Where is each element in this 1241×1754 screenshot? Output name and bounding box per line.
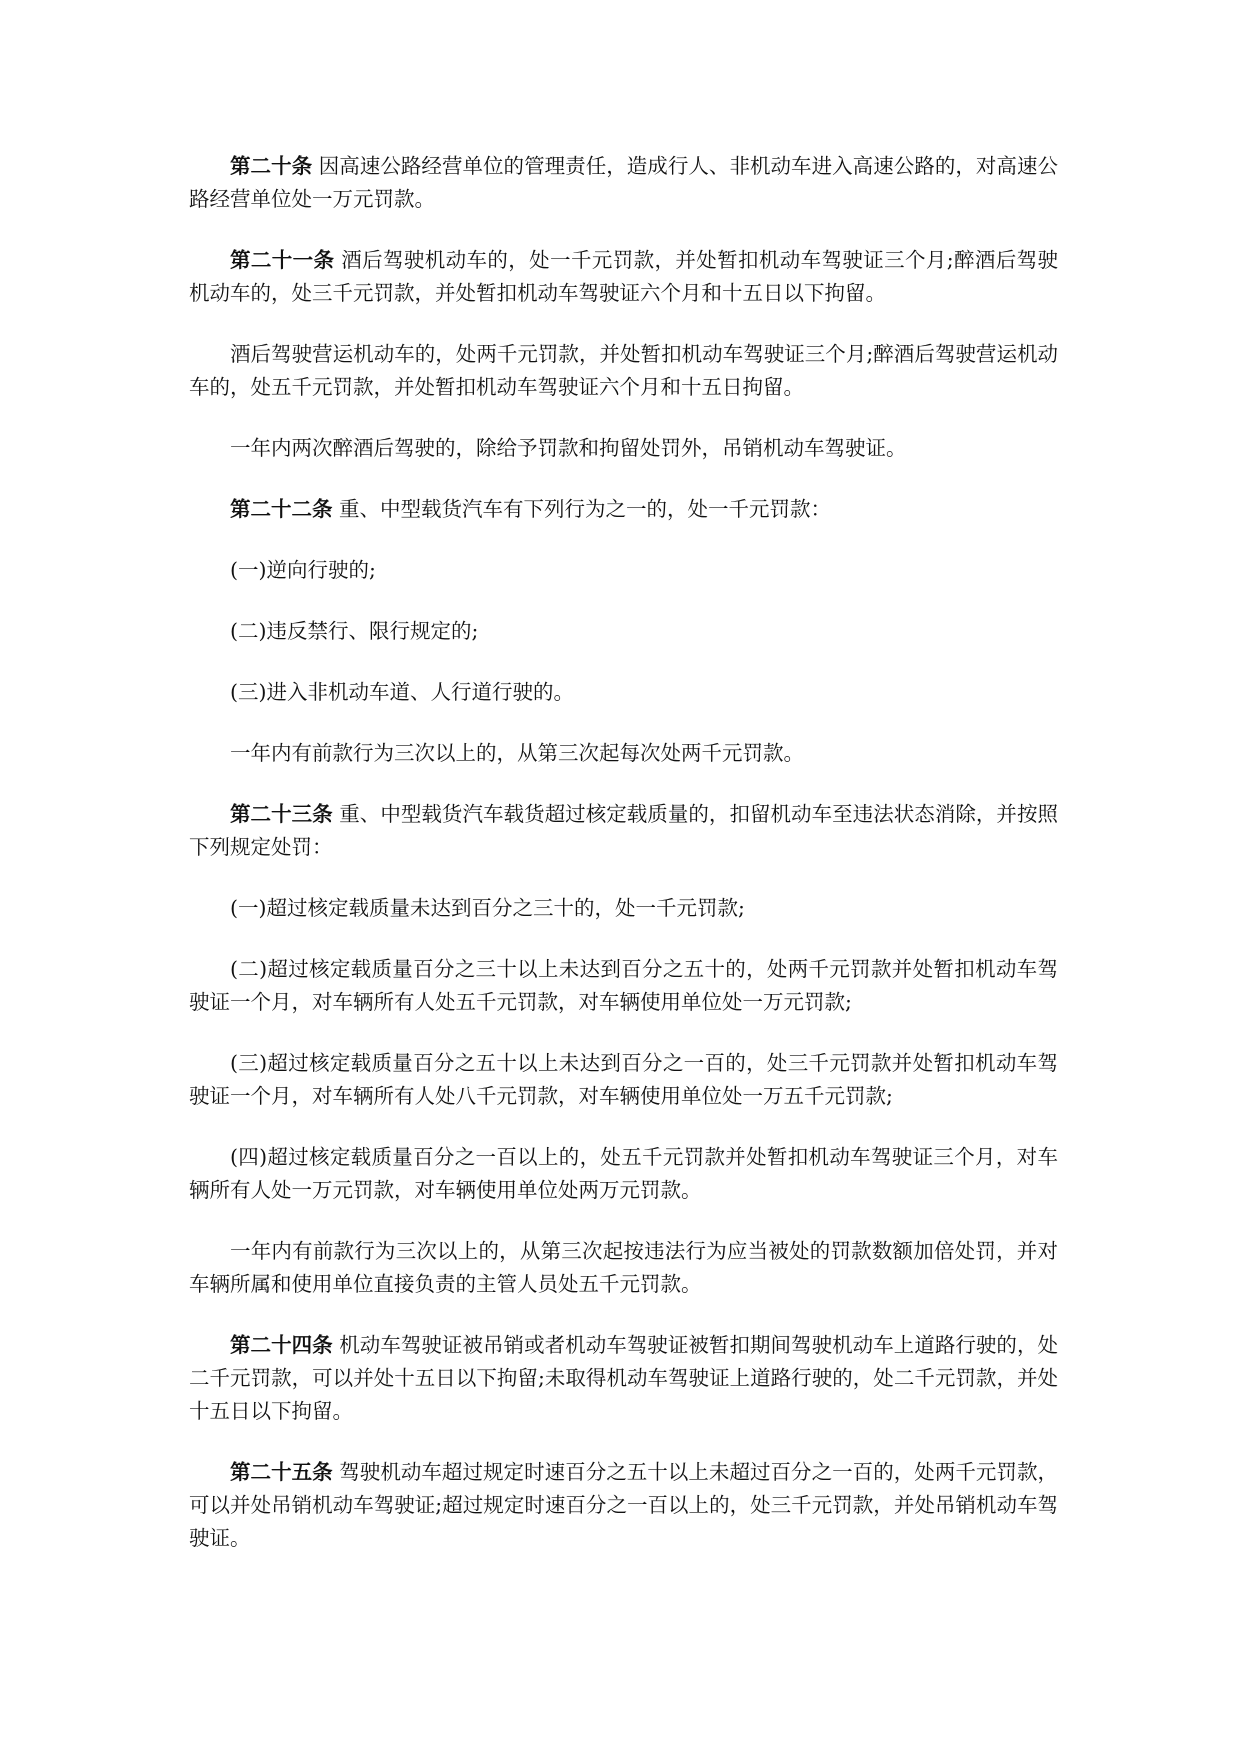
paragraph bbox=[189, 737, 1058, 770]
paragraph-text: (三)进入非机动车道、人行道行驶的。 bbox=[230, 680, 574, 704]
paragraph-text: 驾驶机动车超过规定时速百分之五十以上未超过百分之一百的，处两千元罚款，可以并处吊销机动车驾驶证;超过规定时速百分之一百以上的，处三千元罚款，并处吊销机动车驾驶证。 bbox=[189, 1460, 1058, 1550]
paragraph-text: 一年内有前款行为三次以上的，从第三次起按违法行为应当被处的罚款数额加倍处罚，并对车辆所属和使用单位直接负责的主管人员处五千元罚款。 bbox=[189, 1239, 1058, 1296]
list-item bbox=[189, 615, 1058, 648]
paragraph-text: 酒后驾驶机动车的，处一千元罚款，并处暂扣机动车驾驶证三个月;醉酒后驾驶机动车的，处三千元罚款，并处暂扣机动车驾驶证六个月和十五日以下拘留。 bbox=[189, 248, 1059, 305]
article-heading: 第二十三条 bbox=[230, 802, 333, 826]
article-heading: 第二十四条 bbox=[230, 1333, 333, 1357]
article-heading: 第二十一条 bbox=[230, 248, 335, 272]
paragraph-text: (四)超过核定载质量百分之一百以上的，处五千元罚款并处暂扣机动车驾驶证三个月，对车辆所有人处一万元罚款，对车辆使用单位处两万元罚款。 bbox=[189, 1145, 1058, 1202]
paragraph-text: (二)超过核定载质量百分之三十以上未达到百分之五十的，处两千元罚款并处暂扣机动车驾驶证一个月，对车辆所有人处五千元罚款，对车辆使用单位处一万元罚款; bbox=[189, 957, 1058, 1014]
article-heading: 第二十五条 bbox=[230, 1460, 333, 1484]
paragraph bbox=[189, 1235, 1058, 1301]
paragraph-article-25 bbox=[189, 1456, 1058, 1555]
list-item bbox=[189, 1047, 1058, 1113]
paragraph-text: (三)超过核定载质量百分之五十以上未达到百分之一百的，处三千元罚款并处暂扣机动车驾驶证一个月，对车辆所有人处八千元罚款，对车辆使用单位处一万五千元罚款; bbox=[189, 1051, 1058, 1108]
list-item bbox=[189, 676, 1058, 709]
paragraph-article-23 bbox=[189, 798, 1058, 864]
paragraph-article-21 bbox=[189, 244, 1058, 310]
article-heading: 第二十条 bbox=[230, 154, 313, 178]
list-item bbox=[189, 892, 1058, 925]
document-page bbox=[189, 150, 1058, 1583]
paragraph-text: 重、中型载货汽车有下列行为之一的，处一千元罚款： bbox=[339, 497, 832, 521]
paragraph-article-20 bbox=[189, 150, 1058, 216]
paragraph-article-24 bbox=[189, 1329, 1058, 1428]
paragraph bbox=[189, 432, 1058, 465]
list-item bbox=[189, 953, 1058, 1019]
paragraph bbox=[189, 338, 1058, 404]
paragraph-text: (二)违反禁行、限行规定的; bbox=[230, 619, 479, 643]
paragraph-text: (一)逆向行驶的; bbox=[230, 558, 376, 582]
paragraph-article-22 bbox=[189, 493, 1058, 526]
paragraph-text: 一年内有前款行为三次以上的，从第三次起每次处两千元罚款。 bbox=[230, 741, 804, 765]
paragraph-text: 因高速公路经营单位的管理责任，造成行人、非机动车进入高速公路的，对高速公路经营单位处一万元罚款。 bbox=[189, 154, 1059, 211]
article-heading: 第二十二条 bbox=[230, 497, 333, 521]
paragraph-text: (一)超过核定载质量未达到百分之三十的，处一千元罚款; bbox=[230, 896, 745, 920]
paragraph-text: 一年内两次醉酒后驾驶的，除给予罚款和拘留处罚外，吊销机动车驾驶证。 bbox=[230, 436, 907, 460]
paragraph-text: 酒后驾驶营运机动车的，处两千元罚款，并处暂扣机动车驾驶证三个月;醉酒后驾驶营运机动车的，处五千元罚款，并处暂扣机动车驾驶证六个月和十五日拘留。 bbox=[189, 342, 1058, 399]
paragraph-text: 机动车驾驶证被吊销或者机动车驾驶证被暂扣期间驾驶机动车上道路行驶的，处二千元罚款，可以并处十五日以下拘留;未取得机动车驾驶证上道路行驶的，处二千元罚款，并处十五日以下拘留。 bbox=[189, 1333, 1058, 1423]
list-item bbox=[189, 554, 1058, 587]
paragraph-text: 重、中型载货汽车载货超过核定载质量的，扣留机动车至违法状态消除，并按照下列规定处罚： bbox=[189, 802, 1058, 859]
list-item bbox=[189, 1141, 1058, 1207]
